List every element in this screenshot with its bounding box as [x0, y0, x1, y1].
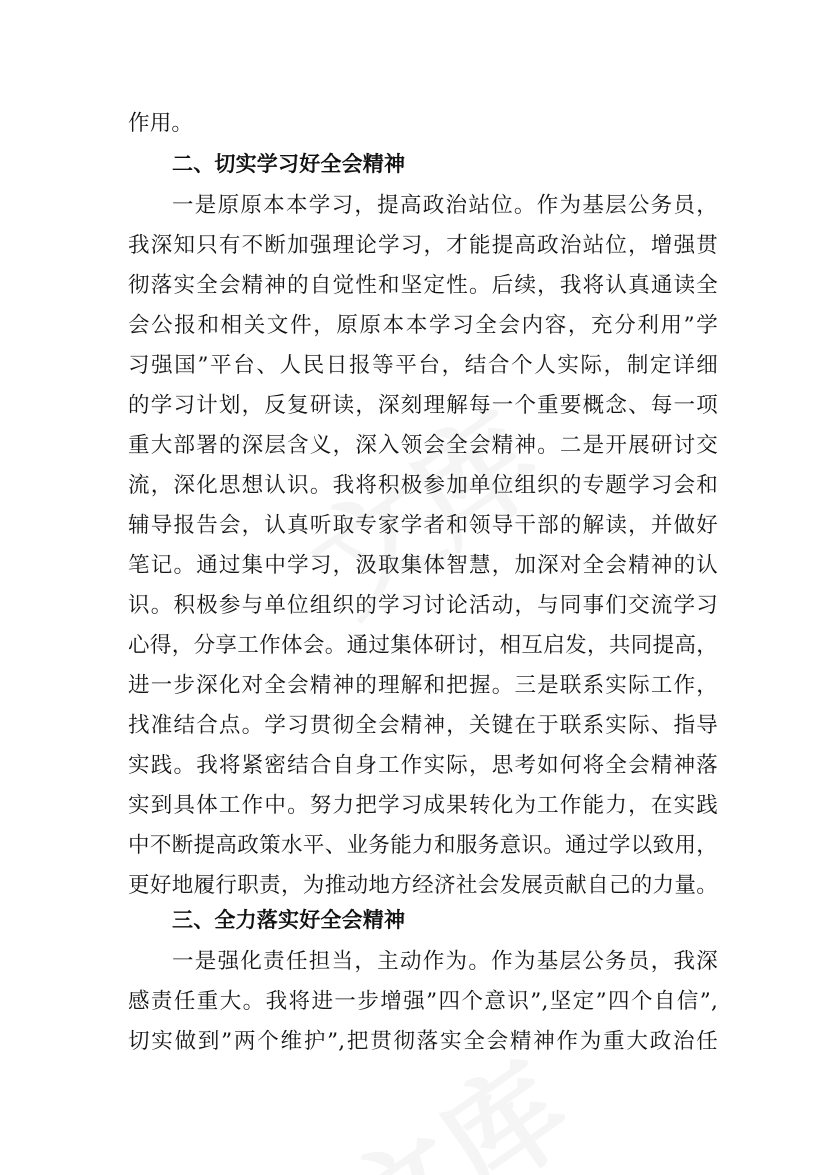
text-line: 我深知只有不断加强理论学习，才能提高政治站位，增强贯: [128, 233, 718, 258]
section-heading-2: 二、切实学习好全会精神: [172, 152, 406, 176]
text-line: 彻落实全会精神的自觉性和坚定性。后续，我将认真通读全: [128, 273, 718, 298]
section-heading-3: 三、全力落实好全会精神: [172, 908, 406, 932]
text-line: 实到具体工作中。努力把学习成果转化为工作能力，在实践: [128, 793, 718, 818]
text-line: 中不断提高政策水平、业务能力和服务意识。通过学以致用，: [128, 833, 718, 858]
text-line: 笔记。通过集中学习，汲取集体智慧，加深对全会精神的认: [128, 553, 718, 578]
text-line: 流，深化思想认识。我将积极参加单位组织的专题学习会和: [128, 473, 718, 498]
text-line: 一是强化责任担当，主动作为。作为基层公务员，我深: [172, 949, 718, 974]
text-line: 习强国”平台、人民日报等平台，结合个人实际，制定详细: [128, 353, 718, 378]
text-line: 心得，分享工作体会。通过集体研讨，相互启发，共同提高，: [128, 633, 718, 658]
text-line: 识。积极参与单位组织的学习讨论活动，与同事们交流学习: [128, 593, 718, 618]
text-line: 切实做到”两个维护”,把贯彻落实全会精神作为重大政治任: [128, 1029, 718, 1054]
text-line: 找准结合点。学习贯彻全会精神，关键在于联系实际、指导: [128, 713, 718, 738]
text-line: 辅导报告会，认真听取专家学者和领导干部的解读，并做好: [128, 513, 718, 538]
text-line: 的学习计划，反复研读，深刻理解每一个重要概念、每一项: [128, 393, 718, 418]
text-line: 感责任重大。我将进一步增强”四个意识”,坚定”四个自信”,: [128, 989, 718, 1014]
text-line: 实践。我将紧密结合自身工作实际，思考如何将全会精神落: [128, 753, 718, 778]
text-line: 更好地履行职责，为推动地方经济社会发展贡献自己的力量。: [128, 873, 718, 898]
text-line: 作用。: [128, 111, 194, 136]
text-line: 进一步深化对全会精神的理解和把握。三是联系实际工作，: [128, 673, 718, 698]
text-line: 会公报和相关文件，原原本本学习全会内容，充分利用”学: [128, 313, 718, 338]
text-line: 一是原原本本学习，提高政治站位。作为基层公务员，: [172, 193, 718, 218]
text-line: 重大部署的深层含义，深入领会全会精神。二是开展研讨交: [128, 433, 718, 458]
